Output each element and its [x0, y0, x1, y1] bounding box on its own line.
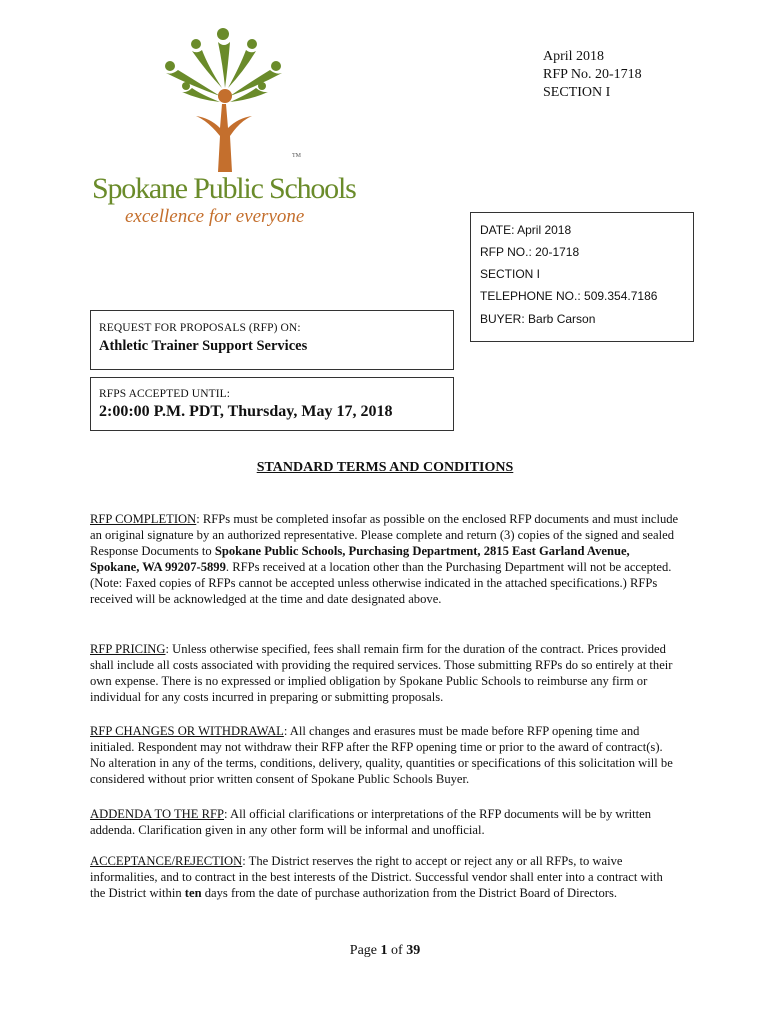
- rfp-changes-paragraph: [90, 723, 680, 787]
- rfp-pricing-heading: RFP PRICING: [90, 642, 166, 656]
- info-buyer: BUYER: Barb Carson: [480, 312, 596, 326]
- rfp-subject-box: [90, 310, 454, 370]
- rfp-changes-text: : All changes and erasures must be made before RFP opening time and initialed. Respondent may not withdraw their RFP after the RFP opening time or prior to the award of contract(s). No alteration in any of the terms, conditions, delivery, quality, quantities or specifications of this solicitation will be considered without prior written consent of Spokane Public Schools Buyer.: [90, 724, 673, 786]
- info-telephone: TELEPHONE NO.: 509.354.7186: [480, 289, 658, 303]
- rfp-completion-address: Spokane Public Schools, Purchasing Department, 2815 East Garland Avenue, Spokane, WA 99207-5899: [90, 544, 630, 574]
- header-section: SECTION I: [543, 85, 611, 100]
- addenda-paragraph: [90, 806, 680, 838]
- rfp-completion-paragraph: [90, 511, 680, 607]
- document-header: [543, 48, 642, 102]
- rfp-changes-heading: RFP CHANGES OR WITHDRAWAL: [90, 724, 284, 738]
- acceptance-text-2: days from the date of purchase authorization from the District Board of Directors.: [201, 886, 618, 900]
- info-box: [470, 212, 694, 342]
- addenda-text: : All official clarifications or interpretations of the RFP documents will be by written addenda. Clarification given in any other form will be informal and unofficial.: [90, 807, 652, 837]
- header-date: April 2018: [543, 49, 605, 64]
- logo-tagline: excellence for everyone: [125, 206, 305, 227]
- rfp-deadline-box: [90, 377, 454, 431]
- trademark-mark: TM: [292, 153, 301, 159]
- acceptance-paragraph: [90, 853, 680, 901]
- rfp-completion-heading: RFP COMPLETION: [90, 512, 197, 526]
- info-date: DATE: April 2018: [480, 223, 572, 237]
- info-section: SECTION I: [480, 267, 541, 281]
- acceptance-heading: ACCEPTANCE/REJECTION: [90, 854, 243, 868]
- section-title: STANDARD TERMS AND CONDITIONS: [256, 460, 514, 475]
- logo-wordmark: Spokane Public Schools: [92, 172, 356, 205]
- page-footer: [0, 943, 770, 959]
- footer-current-page: 1: [380, 943, 388, 958]
- footer-page-label: Page: [349, 943, 378, 958]
- district-logo: [88, 26, 356, 232]
- footer-of-label: of: [391, 943, 403, 958]
- rfp-deadline-label: RFPS ACCEPTED UNTIL:: [99, 388, 231, 400]
- footer-total-pages: 39: [406, 943, 421, 958]
- rfp-subject-label: REQUEST FOR PROPOSALS (RFP) ON:: [99, 322, 301, 334]
- acceptance-text-1: : The District reserves the right to accept or reject any or all RFPs, to waive informalities, and to contract in the best interests of the District. Successful vendor shall enter into a contract with the District within: [90, 854, 663, 900]
- info-rfp-number: RFP NO.: 20-1718: [480, 245, 580, 259]
- rfp-pricing-paragraph: [90, 641, 680, 705]
- addenda-heading: ADDENDA TO THE RFP: [90, 807, 225, 821]
- header-rfp-number: RFP No. 20-1718: [543, 67, 642, 82]
- rfp-subject-value: Athletic Trainer Support Services: [99, 338, 308, 354]
- acceptance-days: ten: [184, 886, 202, 900]
- rfp-pricing-text: : Unless otherwise specified, fees shall remain firm for the duration of the contract. Prices provided shall include all costs associated with providing the required services. Those submitting RFPs do so entirely at their own expense. There is no expressed or implied obligation by Spokane Public Schools to reimburse any firm or individual for any costs incurred in preparing or submitting proposals.: [90, 642, 673, 704]
- tree-logo-icon: [148, 26, 298, 172]
- rfp-completion-text-2: . RFPs received at a location other than the Purchasing Department will not be accepted. (Note: Faxed copies of RFPs cannot be accepted unless otherwise indicated in the attached specifications.) RFPs received will be acknowledged at the time and date designated above.: [90, 560, 672, 606]
- rfp-deadline-value: 2:00:00 P.M. PDT, Thursday, May 17, 2018: [99, 403, 393, 420]
- rfp-completion-text-1: : RFPs must be completed insofar as possible on the enclosed RFP documents and must include an original signature by an authorized representative. Please complete and return (3) copies of the signed and sealed Response Documents to: [90, 512, 679, 558]
